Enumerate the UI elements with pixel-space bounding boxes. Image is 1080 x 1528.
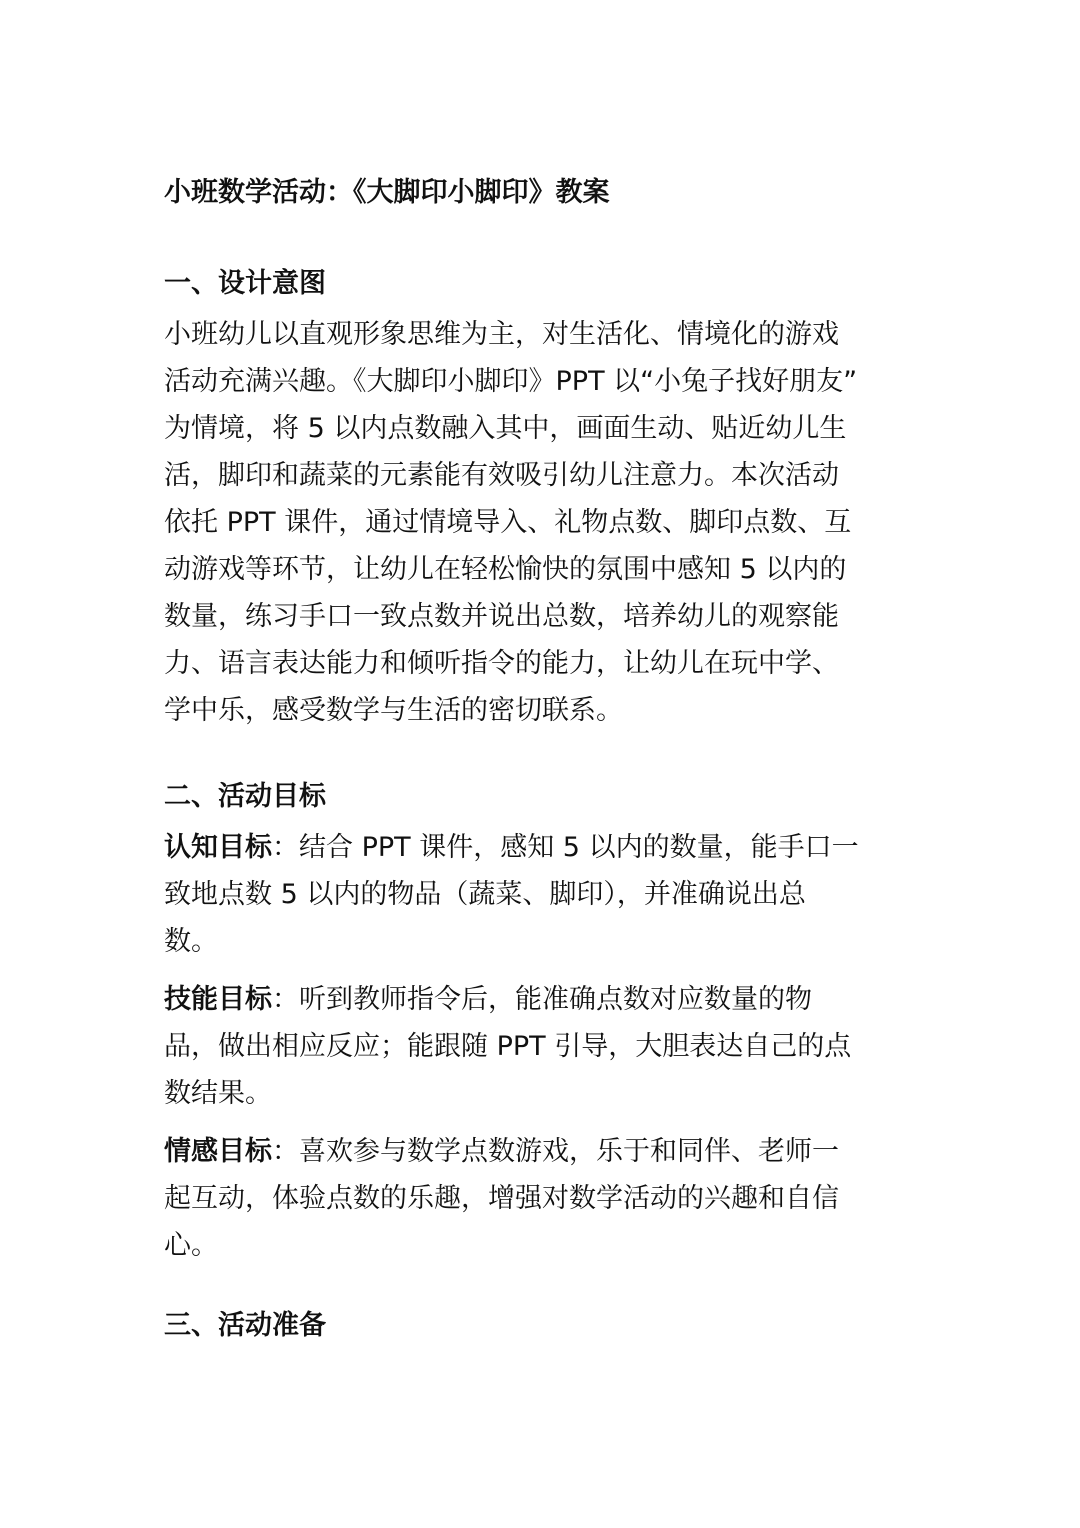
paragraph-line: 为情境，将 5 以内点数融入其中，画面生动、贴近幼儿生 [164,413,847,444]
document-title: 小班数学活动：《大脚印小脚印》教案 [164,177,610,208]
paragraph-line: 小班幼儿以直观形象思维为主，对生活化、情境化的游戏 [164,319,839,350]
paragraph-line: 力、语言表达能力和倾听指令的能力，让幼儿在玩中学、 [164,648,839,679]
goal-text: ：听到教师指令后，能准确点数对应数量的物 [272,984,812,1015]
design-intent-paragraph [164,311,924,734]
goal-text: ：喜欢参与数学点数游戏，乐于和同伴、老师一 [272,1136,839,1167]
paragraph-line: 动游戏等环节，让幼儿在轻松愉快的氛围中感知 5 以内的 [164,554,847,585]
section-heading-activity-preparation: 三、活动准备 [164,1310,326,1341]
goal-line: 数。 [164,926,218,957]
document-page [164,172,924,1347]
goal-line: 心。 [164,1230,218,1261]
goal-first-line [164,976,924,1023]
goal-first-line [164,824,924,871]
section-heading-activity-goals: 二、活动目标 [164,781,326,812]
paragraph-line: 学中乐，感受数学与生活的密切联系。 [164,695,623,726]
goal-first-line [164,1128,924,1175]
paragraph-line: 依托 PPT 课件，通过情境导入、礼物点数、脚印点数、互 [164,507,852,538]
section-heading-design-intent: 一、设计意图 [164,268,326,299]
goal-label: 情感目标 [164,1136,272,1167]
goal-emotional [164,1128,924,1269]
paragraph-line: 数量，练习手口一致点数并说出总数，培养幼儿的观察能 [164,601,839,632]
goal-label: 技能目标 [164,984,272,1015]
goal-line: 致地点数 5 以内的物品（蔬菜、脚印），并准确说出总 [164,879,806,910]
paragraph-line: 活，脚印和蔬菜的元素能有效吸引幼儿注意力。本次活动 [164,460,839,491]
goal-text: ：结合 PPT 课件，感知 5 以内的数量，能手口一 [272,832,859,863]
goal-label: 认知目标 [164,832,272,863]
goal-line: 品，做出相应反应；能跟随 PPT 引导，大胆表达自己的点 [164,1031,852,1062]
goal-cognitive [164,824,924,965]
goal-line: 数结果。 [164,1078,272,1109]
goal-line: 起互动，体验点数的乐趣，增强对数学活动的兴趣和自信 [164,1183,839,1214]
paragraph-line: 活动充满兴趣。《大脚印小脚印》PPT 以“小兔子找好朋友” [164,366,858,397]
goal-skill [164,976,924,1117]
